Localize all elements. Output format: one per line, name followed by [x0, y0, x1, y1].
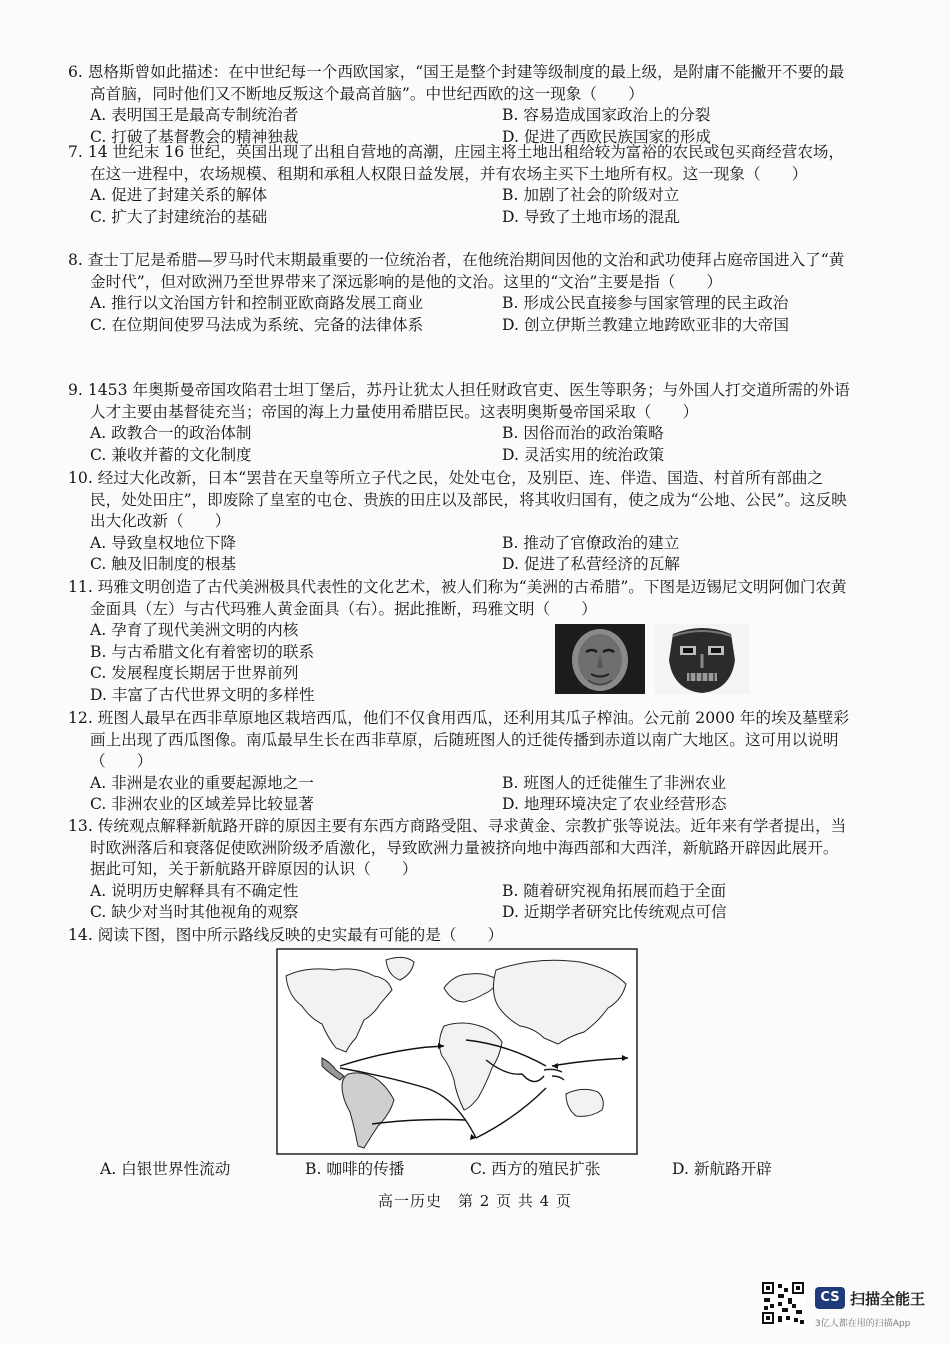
question-7: [68, 142, 854, 228]
question-13: [68, 816, 854, 924]
q7-option-a[interactable]: A. 促进了封建关系的解体: [90, 186, 268, 205]
q9-option-d[interactable]: D. 灵活实用的统治政策: [502, 445, 665, 464]
question-13-stem: 13. 传统观点解释新航路开辟的原因主要有东西方商路受阻、寻求黄金、宗教扩张等说法。近年来有学者提出，当时欧洲落后和衰落促使欧洲阶级矛盾激化，导致欧洲力量被挤向地中海西部和大西洋，新航路开辟因此展开。据此可知，关于新航路开辟原因的认识（ ）: [68, 817, 847, 879]
world-route-map: [276, 948, 638, 1155]
question-14-stem: 14. 阅读下图，图中所示路线反映的史实最有可能的是（ ）: [68, 926, 504, 944]
page-footer: 高一历史 第 2 页 共 4 页: [378, 1192, 572, 1210]
question-14: [68, 925, 854, 947]
q12-option-d[interactable]: D. 地理环境决定了农业经营形态: [502, 795, 727, 814]
question-7-options: [68, 185, 854, 228]
q13-option-b[interactable]: B. 随着研究视角拓展而趋于全面: [502, 881, 727, 900]
agamemnon-mask-image: [555, 624, 645, 694]
question-12-options: [68, 773, 854, 816]
q10-option-d[interactable]: D. 促进了私营经济的瓦解: [502, 555, 680, 574]
question-12-stem: 12. 班图人最早在西非草原地区栽培西瓜，他们不仅食用西瓜，还利用其瓜子榨油。公元前 2000 年的埃及墓壁彩画上出现了西瓜图像。南瓜最早生长在西非草原，后随班图人的迁徙传播到赤道以南广大地区。这可用以说明（ ）: [68, 709, 850, 771]
q8-option-b[interactable]: B. 形成公民直接参与国家管理的民主政治: [502, 294, 789, 313]
q9-option-b[interactable]: B. 因俗而治的政治策略: [502, 424, 664, 443]
maya-mask-image: [655, 624, 749, 694]
question-9-options: [68, 423, 854, 466]
question-7-stem: 7. 14 世纪末 16 世纪，英国出现了出租自营地的高潮，庄园主将土地出租给较为富裕的农民或包买商经营农场，在这一进程中，农场规模、租期和承租人权限日益发展，并有农场主买下土地所有权。这一现象（ ）: [68, 143, 845, 183]
q11-option-a[interactable]: A. 孕育了现代美洲文明的内核: [90, 621, 299, 640]
question-8-options: [68, 293, 854, 336]
question-6: [68, 62, 854, 148]
question-9-stem: 9. 1453 年奥斯曼帝国攻陷君士坦丁堡后，苏丹让犹太人担任财政官吏、医生等职务；与外国人打交道所需的外语人才主要由基督徒充当；帝国的海上力量使用希腊臣民。这表明奥斯曼帝国采取（ ）: [68, 381, 850, 421]
q12-option-b[interactable]: B. 班图人的迁徙催生了非洲农业: [502, 773, 727, 792]
q6-option-d[interactable]: D. 促进了西欧民族国家的形成: [502, 127, 711, 146]
q6-option-c[interactable]: C. 打破了基督教会的精神独裁: [90, 127, 299, 146]
q7-option-d[interactable]: D. 导致了土地市场的混乱: [502, 207, 680, 226]
q10-option-a[interactable]: A. 导致皇权地位下降: [90, 533, 236, 552]
q6-option-a[interactable]: A. 表明国王是最高专制统治者: [90, 106, 299, 125]
question-14-options: [100, 1157, 800, 1179]
question-13-options: [68, 881, 854, 924]
question-12: [68, 708, 854, 816]
question-8-stem: 8. 查士丁尼是希腊—罗马时代末期最重要的一位统治者，在他统治期间因他的文治和武功使拜占庭帝国进入了“黄金时代”，但对欧洲乃至世界带来了深远影响的是他的文治。这里的“文治”主要是指（ ）: [68, 251, 845, 291]
scanner-tagline: 3亿人都在用的扫描App: [815, 1319, 911, 1329]
q11-option-d[interactable]: D. 丰富了古代世界文明的多样性: [90, 685, 315, 704]
q13-option-d[interactable]: D. 近期学者研究比传统观点可信: [502, 903, 727, 922]
question-10-stem: 10. 经过大化改新，日本“罢昔在天皇等所立子代之民，处处屯仓，及别臣、连、伴造、国造、村首所有部曲之民，处处田庄”，即废除了皇室的屯仓、贵族的田庄以及部民，将其收归国有，使之成为“公地、公民”。这反映出大化改新（ ）: [68, 469, 847, 531]
q12-option-c[interactable]: C. 非洲农业的区域差异比较显著: [90, 795, 315, 814]
q7-option-b[interactable]: B. 加剧了社会的阶级对立: [502, 186, 680, 205]
q14-option-c[interactable]: C. 西方的殖民扩张: [470, 1160, 601, 1178]
q14-option-b[interactable]: B. 咖啡的传播: [305, 1160, 405, 1178]
q8-option-d[interactable]: D. 创立伊斯兰教建立地跨欧亚非的大帝国: [502, 315, 789, 334]
q11-option-c[interactable]: C. 发展程度长期居于世界前列: [90, 664, 299, 683]
question-11-stem: 11. 玛雅文明创造了古代美洲极具代表性的文化艺术，被人们称为“美洲的古希腊”。下图是迈锡尼文明阿伽门农黄金面具（左）与古代玛雅人黄金面具（右）。据此推断，玛雅文明（ ）: [68, 578, 847, 618]
q14-option-a[interactable]: A. 白银世界性流动: [100, 1160, 231, 1178]
q13-option-a[interactable]: A. 说明历史解释具有不确定性: [90, 881, 299, 900]
q10-option-c[interactable]: C. 触及旧制度的根基: [90, 555, 237, 574]
question-10-options: [68, 533, 854, 576]
q8-option-c[interactable]: C. 在位期间使罗马法成为系统、完备的法律体系: [90, 315, 424, 334]
question-8: [68, 250, 854, 336]
question-9: [68, 380, 854, 466]
q11-option-b[interactable]: B. 与古希腊文化有着密切的联系: [90, 642, 315, 661]
scanner-brand-name: 扫描全能王: [850, 1290, 926, 1308]
q10-option-b[interactable]: B. 推动了官僚政治的建立: [502, 533, 680, 552]
q14-option-d[interactable]: D. 新航路开辟: [672, 1160, 772, 1178]
question-10: [68, 468, 854, 576]
q6-option-b[interactable]: B. 容易造成国家政治上的分裂: [502, 106, 711, 125]
q8-option-a[interactable]: A. 推行以文治国方针和控制亚欧商路发展工商业: [90, 294, 424, 313]
gold-masks-illustration: [555, 624, 749, 694]
camscanner-logo-icon: CS: [815, 1287, 845, 1309]
qr-code-icon: [760, 1280, 806, 1326]
question-6-stem: 6. 恩格斯曾如此描述：在中世纪每一个西欧国家，“国王是整个封建等级制度的最上级，是附庸不能撇开不要的最高首脑，同时他们又不断地反叛这个最高首脑”。中世纪西欧的这一现象（ ）: [68, 63, 845, 103]
q13-option-c[interactable]: C. 缺少对当时其他视角的观察: [90, 903, 299, 922]
q9-option-a[interactable]: A. 政教合一的政治体制: [90, 424, 252, 443]
q12-option-a[interactable]: A. 非洲是农业的重要起源地之一: [90, 773, 314, 792]
q9-option-c[interactable]: C. 兼收并蓄的文化制度: [90, 445, 252, 464]
q7-option-c[interactable]: C. 扩大了封建统治的基础: [90, 207, 268, 226]
